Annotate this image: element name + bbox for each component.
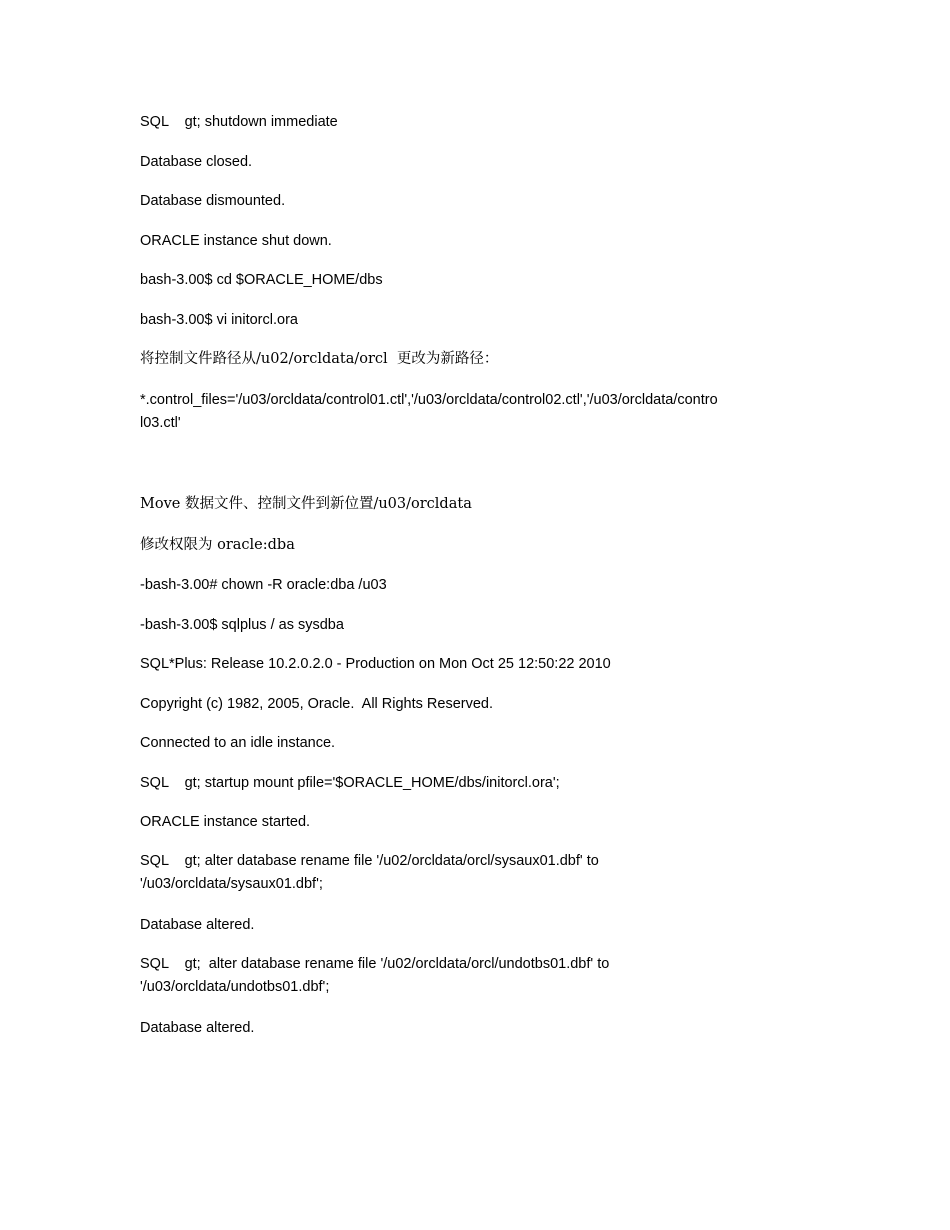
line-instance-shut-down: ORACLE instance shut down.	[140, 233, 332, 249]
line-change-permissions: 修改权限为 oracle:dba	[140, 537, 295, 553]
line-move-files: Move 数据文件、控制文件到新位置/u03/orcldata	[140, 496, 472, 512]
line-database-altered-2: Database altered.	[140, 1020, 255, 1036]
line-database-dismounted: Database dismounted.	[140, 193, 286, 209]
line-startup-mount: SQL gt; startup mount pfile='$ORACLE_HOME/dbs/initorcl.ora';	[140, 775, 560, 791]
line-shutdown-immediate: SQL gt; shutdown immediate	[140, 114, 338, 130]
line-rename-sysaux: SQL gt; alter database rename file '/u02/orcldata/orcl/sysaux01.dbf' to '/u03/orcldata/sysaux01.dbf';	[140, 853, 599, 892]
line-sqlplus-release: SQL*Plus: Release 10.2.0.2.0 - Production on Mon Oct 25 12:50:22 2010	[140, 656, 611, 672]
line-database-closed: Database closed.	[140, 154, 253, 170]
line-database-altered-1: Database altered.	[140, 917, 255, 933]
line-copyright: Copyright (c) 1982, 2005, Oracle. All Rights Reserved.	[140, 696, 493, 712]
line-sqlplus-login: -bash-3.00$ sqlplus / as sysdba	[140, 617, 344, 633]
line-control-files: *.control_files='/u03/orcldata/control01.ctl','/u03/orcldata/control02.ctl','/u03/orcldata/contro l03.ctl'	[140, 392, 718, 431]
line-chown: -bash-3.00# chown -R oracle:dba /u03	[140, 577, 387, 593]
line-cd-dbs: bash-3.00$ cd $ORACLE_HOME/dbs	[140, 272, 383, 288]
line-rename-undotbs: SQL gt; alter database rename file '/u02/orcldata/orcl/undotbs01.dbf' to '/u03/orcldata/undotbs01.dbf';	[140, 956, 610, 995]
line-idle-instance: Connected to an idle instance.	[140, 735, 336, 751]
line-change-control-path: 将控制文件路径从/u02/orcldata/orcl 更改为新路径：	[140, 351, 499, 367]
line-instance-started: ORACLE instance started.	[140, 814, 311, 830]
line-vi-initorcl: bash-3.00$ vi initorcl.ora	[140, 312, 298, 328]
